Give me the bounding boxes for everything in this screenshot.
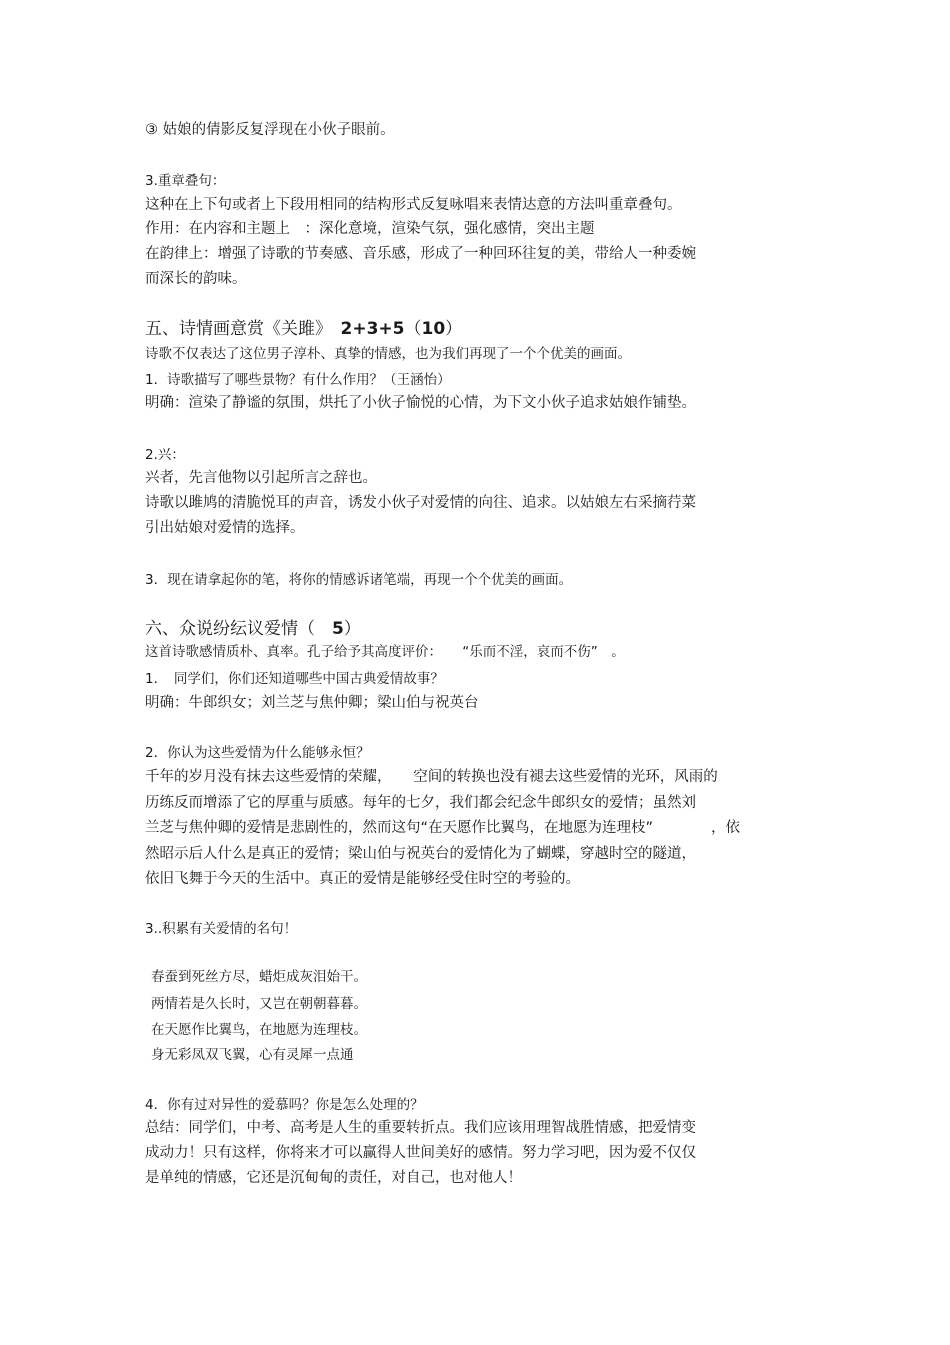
text-line: 作用：在内容和主题上 ：深化意境，渲染气氛，强化感情，突出主题	[145, 221, 595, 237]
subheading: 3.重章叠句：	[145, 173, 226, 189]
heading-total: 10	[421, 319, 446, 339]
quote-line: 两情若是久长时，又岂在朝朝暮暮。	[151, 996, 367, 1012]
quote-line: 春蚕到死丝方尽，蜡炬成灰泪始干。	[151, 969, 367, 985]
heading-paren-close: ）	[445, 319, 463, 339]
question: 4．你有过对异性的爱慕吗？你是怎么处理的？	[145, 1097, 424, 1113]
text-line: 明确：渲染了静谧的氛围，烘托了小伙子愉悦的心情，为下文小伙子追求姑娘作铺垫。	[145, 395, 696, 411]
question: 3．现在请拿起你的笔，将你的情感诉诸笔端，再现一个个优美的画面。	[145, 572, 573, 588]
text-line: 而深长的韵味。	[145, 271, 247, 287]
text-line: 在韵律上：增强了诗歌的节奏感、音乐感，形成了一种回环往复的美，带给人一种委婉	[145, 246, 696, 262]
text-line: 依旧飞舞于今天的生活中。真正的爱情是能够经受住时空的考验的。	[145, 871, 580, 887]
text-line: 这种在上下句或者上下段用相同的结构形式反复咏唱来表情达意的方法叫重章叠句。	[145, 197, 682, 213]
heading-score: 5	[332, 619, 344, 639]
text-line: 兴者，先言他物以引起所言之辞也。	[145, 470, 377, 486]
quote-line: 身无彩凤双飞翼，心有灵犀一点通	[151, 1047, 354, 1063]
heading-title: 六、众说纷纭议爱情（	[145, 619, 332, 639]
text-line: 引出姑娘对爱情的选择。	[145, 520, 305, 536]
question: 3..积累有关爱情的名句！	[145, 921, 298, 937]
heading-title: 五、诗情画意赏《关雎》	[145, 319, 341, 339]
heading-score: 2+3+5	[340, 319, 405, 339]
text-line: 诗歌不仅表达了这位男子淳朴、真挚的情感，也为我们再现了一个个优美的画面。	[145, 346, 631, 362]
text-line: 诗歌以雎鸠的清脆悦耳的声音，诱发小伙子对爱情的向往、追求。以姑娘左右采摘荇菜	[145, 495, 696, 511]
text-line: 历练反而增添了它的厚重与质感。每年的七夕，我们都会纪念牛郎织女的爱情；虽然刘	[145, 795, 696, 811]
text-line: 千年的岁月没有抹去这些爱情的荣耀， 空间的转换也没有褪去这些爱情的光环，风雨的	[145, 769, 718, 785]
text-line: ③ 姑娘的倩影反复浮现在小伙子眼前。	[145, 122, 395, 138]
text-line: 这首诗歌感情质朴、真率。孔子给予其高度评价： “乐而不淫，哀而不伤” 。	[145, 644, 625, 660]
text-line: 然昭示后人什么是真正的爱情；梁山伯与祝英台的爱情化为了蝴蝶，穿越时空的隧道，	[145, 846, 696, 862]
text-line: 兰芝与焦仲卿的爱情是悲剧性的，然而这句“在天愿作比翼鸟，在地愿为连理枝” ，依	[145, 820, 741, 836]
heading-paren-close: ）	[343, 619, 361, 639]
text-line: 成动力！只有这样，你将来才可以赢得人世间美好的感情。努力学习吧，因为爱不仅仅	[145, 1145, 696, 1161]
text-line: 是单纯的情感，它还是沉甸甸的责任，对自己，也对他人！	[145, 1170, 522, 1186]
subheading: 2.兴：	[145, 447, 185, 463]
question: 1．诗歌描写了哪些景物？有什么作用？（王涵怡）	[145, 372, 451, 388]
heading-paren-open: （	[404, 319, 422, 339]
question: 2．你认为这些爱情为什么能够永恒？	[145, 745, 370, 761]
section-heading-6	[145, 617, 361, 641]
section-heading-5	[145, 317, 462, 341]
text-line: 明确：牛郎织女；刘兰芝与焦仲卿；梁山伯与祝英台	[145, 695, 479, 711]
quote-line: 在天愿作比翼鸟，在地愿为连理枝。	[151, 1022, 367, 1038]
question: 1． 同学们，你们还知道哪些中国古典爱情故事？	[145, 671, 444, 687]
text-line: 总结：同学们，中考、高考是人生的重要转折点。我们应该用理智战胜情感，把爱情变	[145, 1120, 696, 1136]
